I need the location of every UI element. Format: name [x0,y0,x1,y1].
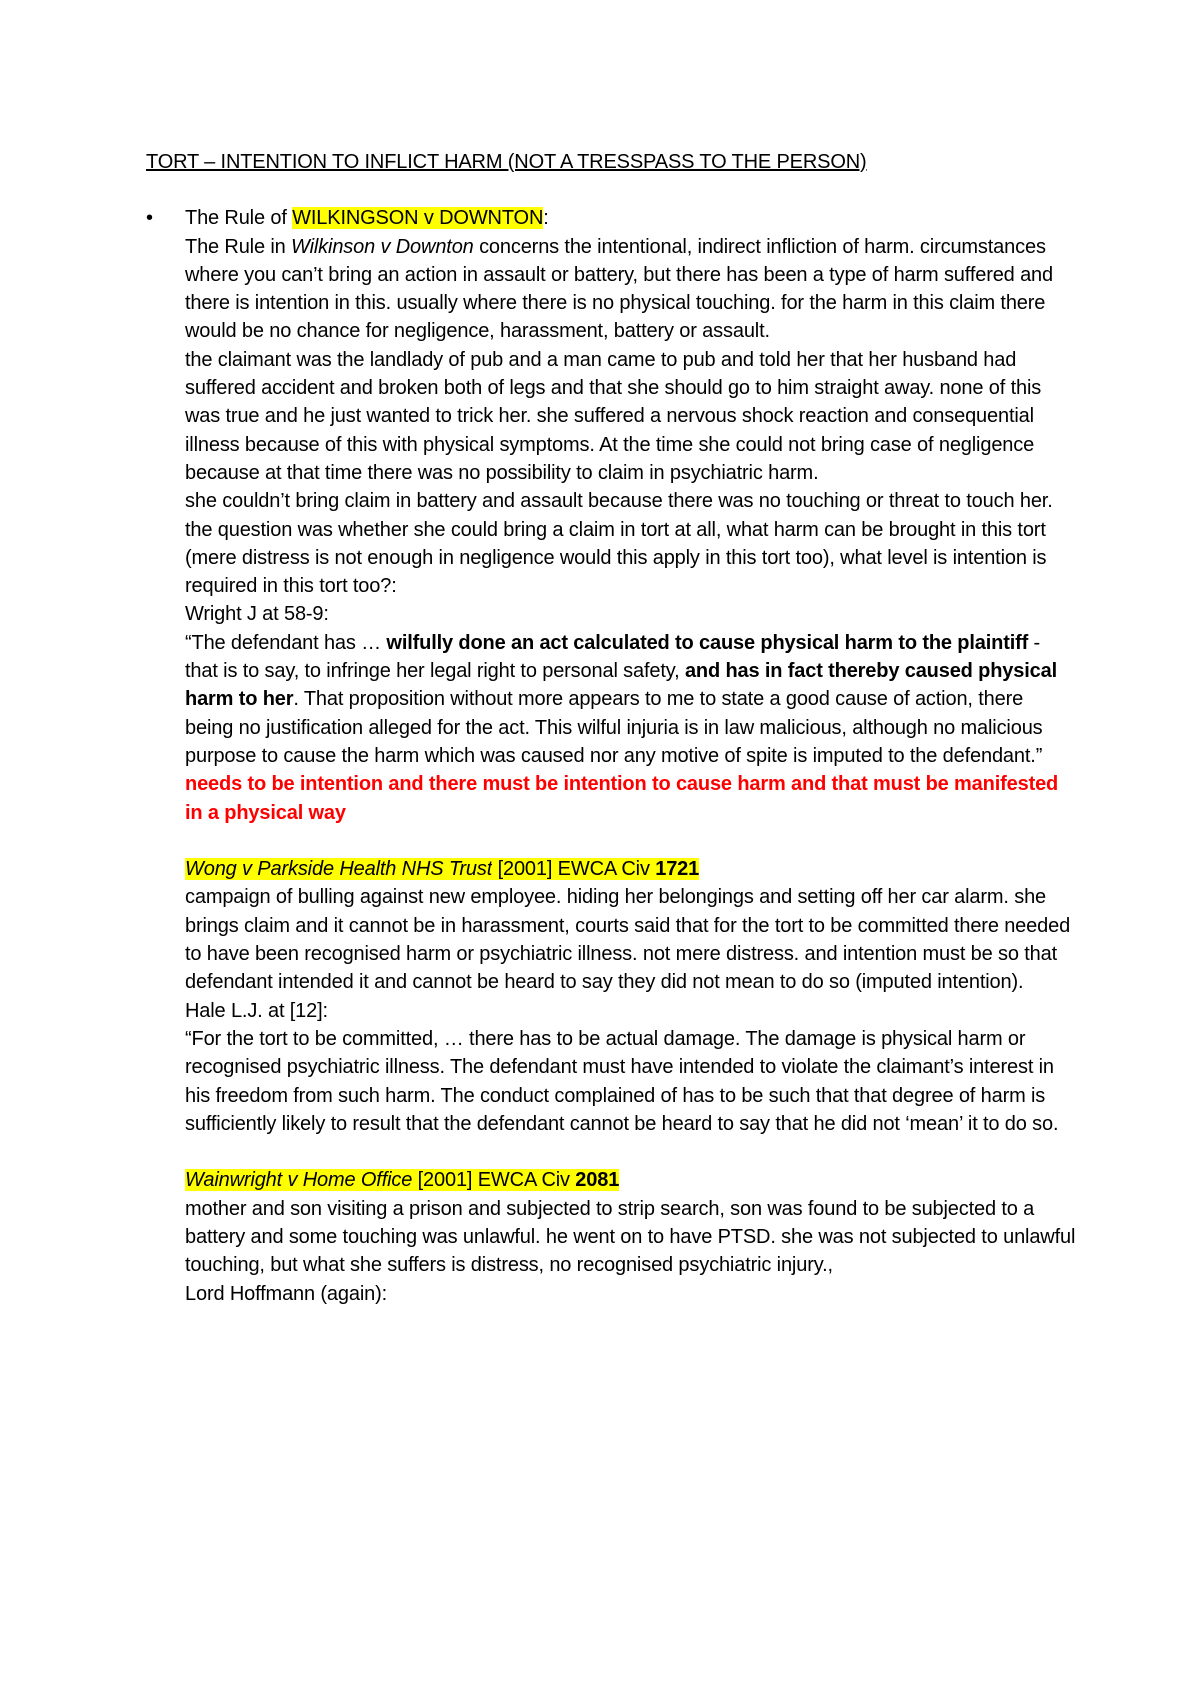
document-body [146,148,1076,1308]
rule-heading-end: : [543,207,549,230]
quote-hale: “For the tort to be committed, … there has to be actual damage. The damage is physical harm or recognised psychiatric illness. The defendant must have intended to violate the claimant’s interest in his freedom from such harm. The conduct complained of has to be such that that degree of harm is sufficiently likely to result that the defendant cannot be heard to say that he did not ‘mean’ it to do so. [185,1027,1059,1135]
case-name-wilkinson: WILKINGSON v DOWNTON [292,207,544,230]
quote-wright [185,629,1076,770]
spacer [146,827,1076,855]
wong-facts: campaign of bulling against new employee. hiding her belongings and setting off her car alarm. she brings claim and it cannot be in harassment, courts said that for the tort to be committed there needed to have been recognised harm or psychiatric illness. not mere distress. and intention must be so that defendant intended it and cannot be heard to say they did not mean to do so (imputed intention). [185,886,1071,994]
quote-wright-d: . That proposition without more appears to me to state a good cause of action, there being no justification alleged for the act. This wilful injuria is in law malicious, although no malicious purpose to cause the harm which was caused nor any motive of spite is imputed to the defendant.” [185,688,1043,767]
rule-description-body: concerns the intentional, indirect infliction of harm. circumstances where you can’t bring an action in assault or battery, but there has been a type of harm suffered and there is intention in this. usually where there is no physical touching. for the harm in this claim there would be no chance for negligence, harassment, battery or assault. [185,235,1053,343]
judge-citation-hale: Hale L.J. at [12]: [185,999,328,1022]
case-citation-wainwright: [2001] EWCA Civ [412,1169,576,1192]
case-heading-wong [185,855,1076,883]
section-wainwright [146,1166,1076,1307]
section-wong [146,855,1076,1138]
red-note: needs to be intention and there must be intention to cause harm and that must be manifested in a physical way [185,773,1059,824]
rule-heading-lead: The Rule of [185,207,293,230]
case-name-wong: Wong v Parkside Health NHS Trust [185,858,493,881]
rule-description [185,233,1076,346]
quote-wright-bold-2: and has in fact thereby caused physical harm to her [185,660,1057,711]
facts-paragraph: the claimant was the landlady of pub and a man came to pub and told her that her husband had suffered accident and broken both of legs and that she should go to him straight away. none of this was true and he just wanted to trick her. she suffered a nervous shock reaction and consequential illness because of this with physical symptoms. At the time she could not bring case of negligence because at that time there was no possibility to claim in psychiatric harm. [185,348,1042,484]
judge-citation-hoffmann: Lord Hoffmann (again): [185,1282,388,1305]
spacer [146,1138,1076,1166]
quote-wright-a: “The defendant has … [185,631,387,654]
case-heading-wainwright [185,1166,1076,1194]
rule-heading [185,204,1076,232]
issues-paragraph: she couldn’t bring claim in battery and assault because there was no touching or threat to touch her. the question was whether she could bring a claim in tort at all, what harm can be brought in this tort (mere distress is not enough in negligence would this apply in this tort too), what level is intention is required in this tort too?: [185,490,1053,598]
rule-description-case: Wilkinson v Downton [291,235,474,258]
quote-wright-c: - that is to say, to infringe her legal right to personal safety, [185,631,1041,683]
case-citation-wong: [2001] EWCA Civ [492,858,656,881]
wainwright-facts: mother and son visiting a prison and subjected to strip search, son was found to be subjected to a battery and some touching was unlawful. he went on to have PTSD. she was not subjected to unlawful touching, but what she suffers is distress, no recognised psychiatric injury., [185,1197,1076,1277]
page-title: TORT – INTENTION TO INFLICT HARM (NOT A TRESSPASS TO THE PERSON) [146,151,867,173]
quote-wright-bold-1: wilfully done an act calculated to cause physical harm to the plaintiff [386,631,1029,654]
bullet-item-wilkinson [146,204,1076,827]
bullet-icon: • [146,207,153,230]
case-number-wainwright: 2081 [575,1169,620,1192]
judge-citation-wright: Wright J at 58-9: [185,603,329,626]
case-name-wainwright: Wainwright v Home Office [185,1169,413,1192]
rule-description-lead: The Rule in [185,235,292,258]
case-number-wong: 1721 [655,858,700,881]
